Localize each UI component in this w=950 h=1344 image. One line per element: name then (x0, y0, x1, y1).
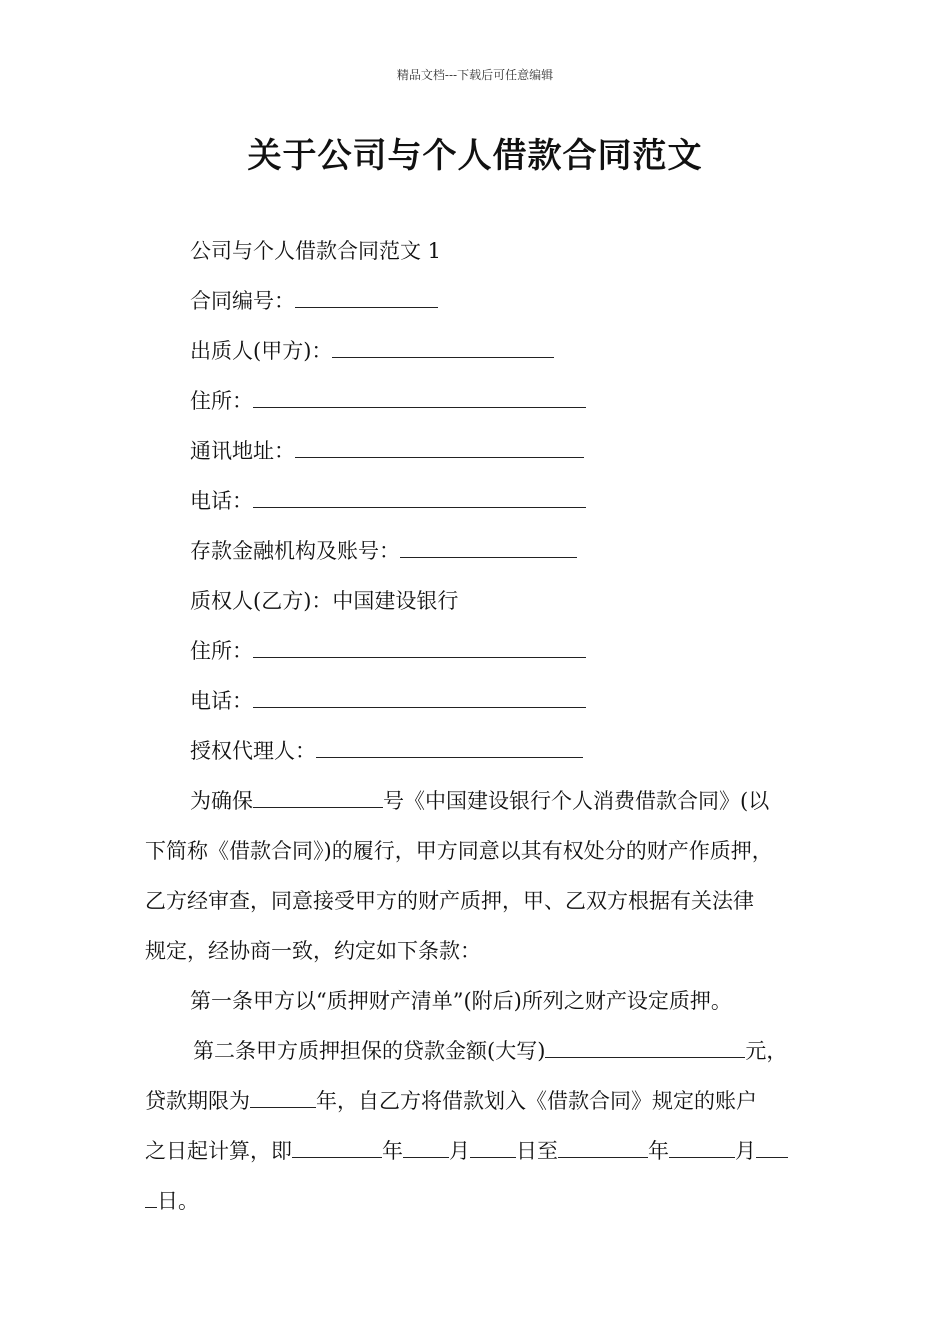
article2-line2 (145, 1086, 757, 1116)
start-year-blank (292, 1137, 382, 1158)
address2-blank (253, 637, 586, 658)
start-month-blank (403, 1137, 449, 1158)
end-day-blank-a (756, 1137, 788, 1158)
agent-row (190, 736, 583, 766)
phone2-label: 电话： (190, 689, 253, 713)
loan-amount-blank (545, 1037, 745, 1058)
address2-row (190, 636, 586, 666)
end-year-label: 年 (648, 1139, 669, 1163)
phone1-row (190, 486, 586, 516)
para1-line4: 规定，经协商一致，约定如下条款： (145, 939, 481, 963)
loan-contract-no-blank (253, 787, 383, 808)
start-year-label: 年 (382, 1139, 403, 1163)
bank-account-label: 存款金融机构及账号： (190, 539, 400, 563)
address1-label: 住所： (190, 389, 253, 413)
mailing-address-blank (295, 437, 584, 458)
header-note: 精品文档---下载后可任意编辑 (396, 68, 554, 82)
address1-row (190, 386, 586, 416)
agent-label: 授权代理人： (190, 739, 316, 763)
article1: 第一条甲方以“质押财产清单”(附后)所列之财产设定质押。 (190, 989, 732, 1013)
article2-l2b: 年，自乙方将借款划入《借款合同》规定的账户 (316, 1089, 757, 1113)
mailing-address-label: 通讯地址： (190, 439, 295, 463)
article2-l2a: 贷款期限为 (145, 1089, 250, 1113)
pledgor-row (190, 336, 554, 366)
article2-l1a: 第二条甲方质押担保的贷款金额(大写) (193, 1039, 546, 1063)
article2-line3 (145, 1136, 788, 1166)
pledgee-row: 质权人(乙方)：中国建设银行 (190, 589, 459, 613)
bank-account-row (190, 536, 577, 566)
para1-l1b: 号《中国建设银行个人消费借款合同》(以 (383, 789, 770, 813)
phone2-blank (253, 687, 586, 708)
article2-l3a: 之日起计算，即 (145, 1139, 292, 1163)
contract-no-label: 合同编号： (190, 289, 295, 313)
start-month-label: 月 (449, 1139, 470, 1163)
start-day-blank (470, 1137, 516, 1158)
article2-line1 (193, 1036, 787, 1066)
end-month-label: 月 (735, 1139, 756, 1163)
end-month-blank (669, 1137, 735, 1158)
phone2-row (190, 686, 586, 716)
loan-term-blank (250, 1087, 316, 1108)
article2-l1b: 元， (745, 1039, 788, 1063)
article2-l4: 日。 (157, 1189, 199, 1213)
contract-no-blank (295, 287, 438, 308)
agent-blank (316, 737, 583, 758)
pledgor-blank (332, 337, 554, 358)
address2-label: 住所： (190, 639, 253, 663)
end-year-blank (558, 1137, 648, 1158)
contract-no-row (190, 286, 438, 316)
para1-line1 (190, 786, 769, 816)
para1-line2: 下简称《借款合同》)的履行，甲方同意以其有权处分的财产作质押， (145, 839, 773, 863)
phone1-label: 电话： (190, 489, 253, 513)
start-day-label: 日至 (516, 1139, 558, 1163)
article2-line4 (145, 1186, 199, 1216)
end-day-blank-b (145, 1187, 157, 1208)
address1-blank (253, 387, 586, 408)
document-title: 关于公司与个人借款合同范文 (247, 136, 703, 176)
pledgor-label: 出质人(甲方)： (190, 339, 333, 363)
para1-l1a: 为确保 (190, 789, 253, 813)
mailing-address-row (190, 436, 584, 466)
phone1-blank (253, 487, 586, 508)
section-heading: 公司与个人借款合同范文 1 (190, 239, 442, 263)
para1-line3: 乙方经审查，同意接受甲方的财产质押，甲、乙双方根据有关法律 (145, 889, 754, 913)
bank-account-blank (400, 537, 577, 558)
